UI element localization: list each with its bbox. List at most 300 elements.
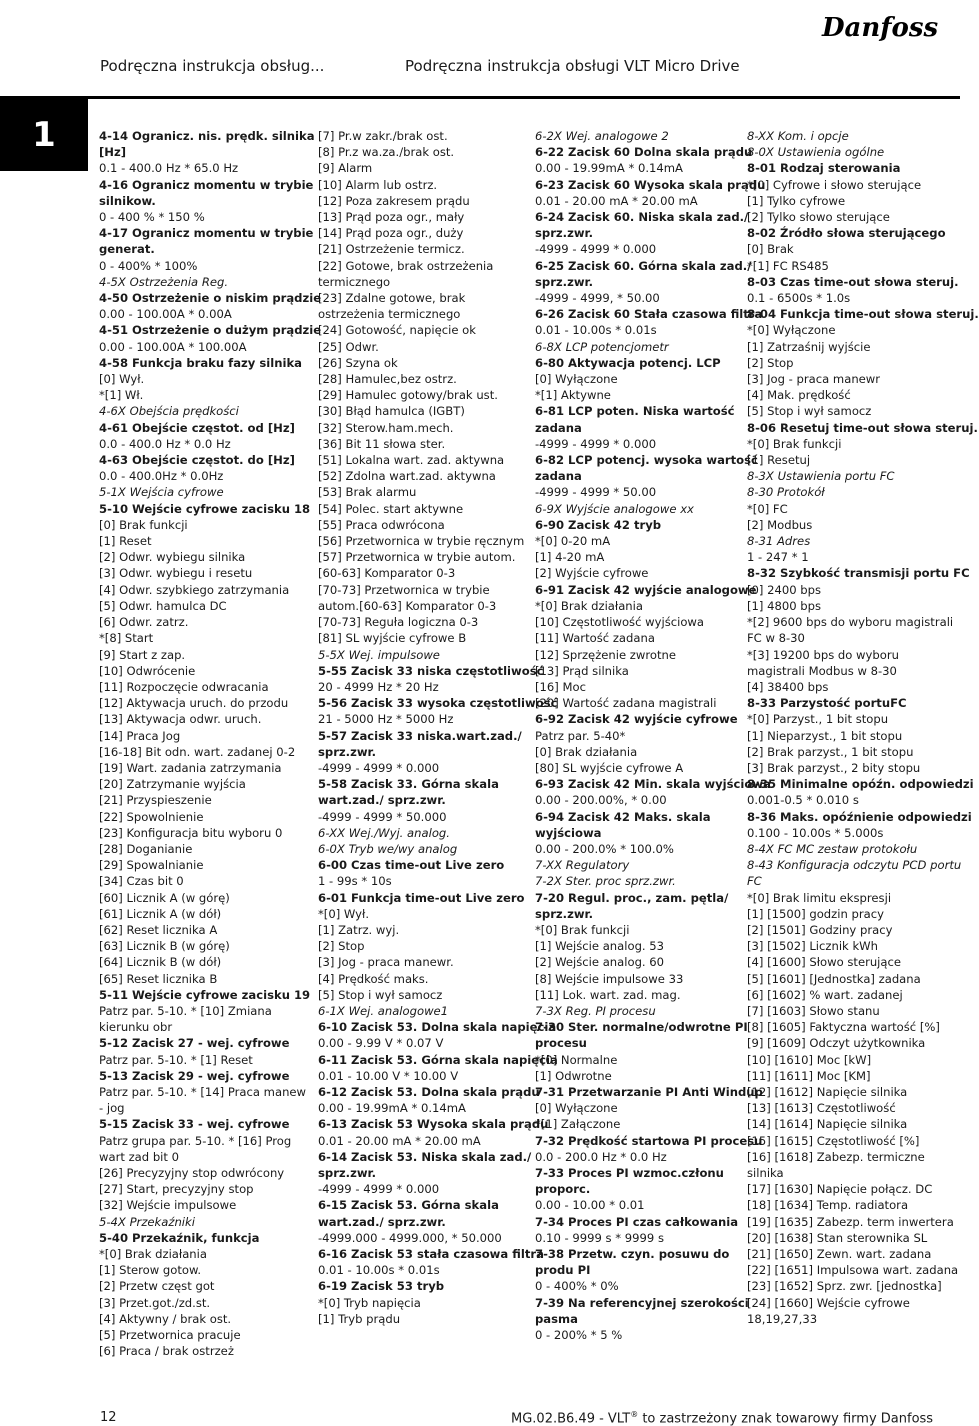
param-line: 6-24 Zacisk 60. Niska skala zad./ (535, 210, 749, 225)
param-line: [2] Wejście analog. 60 (535, 955, 665, 970)
param-line: [64] Licznik B (w dół) (99, 955, 222, 970)
param-line: [56] Przetwornica w trybie ręcznym (318, 534, 525, 549)
param-line: [27] Start, precyzyjny stop (99, 1182, 254, 1197)
param-line: 0.00 - 100.00A * 100.00A (99, 339, 247, 354)
param-line: [13] Prąd silnika (535, 663, 629, 678)
param-line: [36] Bit 11 słowa ster. (318, 436, 446, 451)
param-line: sprz.zwr. (535, 274, 593, 289)
param-line: [10] Alarm lub ostrz. (318, 177, 438, 192)
param-line: [1] Zatrz. wyj. (318, 922, 400, 937)
param-line: [1] Tryb prądu (318, 1311, 401, 1326)
param-line: 21 - 5000 Hz * 5000 Hz (318, 712, 454, 727)
column-3 (535, 128, 771, 1343)
param-line: 0.00 - 9.99 V * 0.07 V (318, 1036, 444, 1051)
param-line: 0 - 400% * 0% (535, 1279, 619, 1294)
param-line: [70-73] Reguła logiczna 0-3 (318, 615, 479, 630)
param-line: [65] Reset licznika B (99, 971, 218, 986)
param-line: 0.01 - 10.00 V * 10.00 V (318, 1068, 459, 1083)
param-line: [1] Nieparzyst., 1 bit stopu (747, 728, 903, 743)
param-line: 0.00 - 19.99mA * 0.14mA (318, 1101, 466, 1116)
param-line: autom.[60-63] Komparator 0-3 (318, 598, 497, 613)
param-line: [11] Lok. wart. zad. mag. (535, 987, 681, 1002)
param-line: [0] Brak (747, 242, 794, 257)
danfoss-logo (820, 8, 939, 48)
param-line: -4999 - 4999 * 50.000 (318, 809, 447, 824)
param-line: [19] [1635] Zabezp. term inwertera (747, 1214, 954, 1229)
param-line: 6-19 Zacisk 53 tryb (318, 1279, 445, 1294)
param-line: [10] Częstotliwość wyjściowa (535, 615, 705, 630)
param-line: zadana (535, 469, 582, 484)
param-line: [23] Zdalne gotowe, brak (318, 291, 466, 306)
param-line: sprz.zwr. (318, 1166, 376, 1180)
param-line: FC w 8-30 (747, 631, 805, 646)
param-line: Patrz par. 5-40* (535, 728, 626, 743)
param-line: 7-3X Reg. PI procesu (535, 1003, 656, 1018)
param-line: [2] Odwr. wybiegu silnika (99, 550, 246, 565)
param-line: [0] Wyłączone (535, 1101, 618, 1116)
param-line: [6] Odwr. zatrz. (99, 615, 189, 630)
param-line: 6-0X Tryb we/wy analog (318, 841, 458, 856)
param-line: [70-73] Przetwornica w trybie (318, 582, 490, 597)
header-right-title: Podręczna instrukcja obsługi VLT Micro Drive (405, 57, 740, 75)
param-line: 8-XX Kom. i opcje (747, 129, 849, 143)
param-line: 0.1 - 400.0 Hz * 65.0 Hz (99, 161, 239, 176)
param-line: [2] Tylko słowo sterujące (747, 210, 890, 225)
param-line: [2] Przetw częst got (99, 1279, 215, 1294)
param-line: [2] Wyjście cyfrowe (535, 566, 649, 581)
param-line: [14] Praca Jog (99, 728, 181, 743)
param-line: [54] Polec. start aktywne (318, 501, 464, 516)
svg-text:Danfoss: Danfoss (822, 13, 939, 43)
param-line: 6-8X LCP potencjometr (535, 339, 669, 354)
param-line: [8] [1605] Faktyczna wartość [%] (747, 1020, 940, 1035)
param-line: 6-01 Funkcja time-out Live zero (318, 890, 525, 905)
param-line: 8-35 Minimalne opóźn. odpowiedzi (747, 777, 974, 792)
param-line: [5] Przetwornica pracuje (99, 1328, 241, 1343)
param-line: [7] Pr.w zakr./brak ost. (318, 129, 448, 143)
param-line: 5-11 Wejście cyfrowe zacisku 19 (99, 987, 311, 1002)
param-line: 6-15 Zacisk 53. Górna skala (318, 1198, 499, 1213)
param-line: *[0] 0-20 mA (535, 534, 611, 549)
param-line: procesu (535, 1036, 587, 1051)
param-line: [6] Praca / brak ostrzeż (99, 1344, 234, 1359)
param-line: 0.01 - 10.00s * 0.01s (318, 1263, 440, 1278)
param-line: 6-26 Zacisk 60 Stała czasowa filtra (535, 307, 763, 322)
param-line: [9] Alarm (318, 161, 373, 176)
param-line: *[0] Brak funkcji (535, 922, 630, 937)
param-line: 4-50 Ostrzeżenie o niskim prądzie (99, 291, 322, 306)
param-line: 0.00 - 200.0% * 100.0% (535, 841, 674, 856)
param-line: 0.001-0.5 * 0.010 s (747, 793, 859, 808)
param-line: [2] Modbus (747, 517, 813, 532)
param-line: 6-80 Aktywacja potencj. LCP (535, 355, 721, 370)
param-line: [0] Brak działania (535, 744, 638, 759)
param-line: 6-25 Zacisk 60. Górna skala zad./ (535, 258, 752, 273)
param-line: [30] Błąd hamulca (IGBT) (318, 404, 465, 419)
param-line: [2] Stop (747, 355, 794, 370)
param-line: [25] Odwr. (318, 339, 379, 354)
param-line: 0 - 200% * 5 % (535, 1328, 623, 1343)
param-line: [62] Reset licznika A (99, 922, 218, 937)
param-line: [9] Start z zap. (99, 647, 186, 662)
param-line: -4999 - 4999 * 50.00 (535, 485, 657, 500)
param-line: - jog (99, 1101, 125, 1116)
param-line: 6-11 Zacisk 53. Górna skala napięcia (318, 1052, 558, 1067)
param-line: [4] Odwr. szybkiego zatrzymania (99, 582, 290, 597)
param-line: [22] Gotowe, brak ostrzeżenia (318, 258, 494, 273)
param-line: [14] [1614] Napięcie silnika (747, 1117, 908, 1132)
param-line: [18] [1634] Temp. radiatora (747, 1198, 909, 1213)
param-line: [81] SL wyjście cyfrowe B (318, 631, 467, 646)
param-line: *[3] 19200 bps do wyboru (747, 647, 899, 662)
param-line: 6-81 LCP poten. Niska wartość (535, 404, 735, 419)
param-line: 6-1X Wej. analogowe1 (318, 1003, 449, 1018)
param-line: 0.00 - 10.00 * 0.01 (535, 1198, 645, 1213)
param-line: 0.0 - 400.0 Hz * 0.0 Hz (99, 436, 231, 451)
header-divider (0, 96, 960, 99)
param-line: 0.0 - 200.0 Hz * 0.0 Hz (535, 1149, 667, 1164)
param-line: 8-0X Ustawienia ogólne (747, 145, 885, 160)
param-line: 6-13 Zacisk 53 Wysoka skala prądu (318, 1117, 549, 1132)
param-line: sprz.zwr. (535, 226, 593, 241)
param-line: 5-10 Wejście cyfrowe zacisku 18 (99, 501, 311, 516)
param-line: [12] Aktywacja uruch. do przodu (99, 696, 289, 711)
param-line: 4-17 Ogranicz momentu w trybie (99, 226, 314, 241)
column-2 (318, 128, 558, 1327)
param-line: [10] Odwrócenie (99, 663, 196, 678)
param-line: 0.0 - 400.0Hz * 0.0Hz (99, 469, 224, 484)
param-line: wart.zad./ sprz.zwr. (318, 793, 446, 808)
param-line: [63] Licznik B (w górę) (99, 939, 230, 954)
column-4 (747, 128, 979, 1327)
param-line: [11] [1611] Moc [KM] (747, 1068, 871, 1083)
param-line: generat. (99, 242, 155, 257)
param-line: 5-58 Zacisk 33. Górna skala (318, 777, 499, 792)
param-line: 7-XX Regulatory (535, 858, 630, 873)
param-line: 5-15 Zacisk 33 - wej. cyfrowe (99, 1117, 290, 1132)
param-line: wart zad bit 0 (99, 1149, 180, 1164)
footer-text (511, 1410, 933, 1426)
param-line: 6-94 Zacisk 42 Maks. skala (535, 809, 711, 824)
param-line: [5] [1601] [Jednostka] zadana (747, 971, 921, 986)
param-line: 8-01 Rodzaj sterowania (747, 161, 901, 176)
param-line: 1 - 247 * 1 (747, 550, 809, 565)
param-line: [26] Szyna ok (318, 355, 398, 370)
param-line: [55] Praca odwrócona (318, 517, 445, 532)
param-line: 5-1X Wejścia cyfrowe (99, 485, 224, 500)
param-line: 6-2X Wej. analogowe 2 (535, 129, 669, 143)
param-line: [15] [1615] Częstotliwość [%] (747, 1133, 920, 1148)
column-1 (99, 128, 321, 1359)
param-line: 5-40 Przekaźnik, funkcja (99, 1230, 260, 1245)
param-line: [22] Spowolnienie (99, 809, 204, 824)
param-line: wyjściowa (535, 825, 602, 840)
param-line: 6-00 Czas time-out Live zero (318, 858, 505, 873)
header-left-title: Podręczna instrukcja obsług... (100, 57, 325, 75)
param-line: Patrz par. 5-10. * [14] Praca manew (99, 1084, 307, 1099)
param-line: [23] Konfiguracja bitu wyboru 0 (99, 825, 283, 840)
param-line: 0.100 - 10.00s * 5.000s (747, 825, 884, 840)
param-line: [1] Sterow gotow. (99, 1263, 202, 1278)
param-line: -4999 - 4999 * 0.000 (318, 1182, 440, 1197)
param-line: [52] Zdolna wart.zad. aktywna (318, 469, 496, 484)
param-line: 6-90 Zacisk 42 tryb (535, 517, 662, 532)
param-line: produ PI (535, 1263, 591, 1278)
param-line: 6-23 Zacisk 60 Wysoka skala prądu (535, 177, 766, 192)
param-line: *[0] Wyłączone (747, 323, 836, 338)
param-line: [1] [1500] godzin pracy (747, 906, 884, 921)
param-line: [1] 4800 bps (747, 598, 822, 613)
param-line: 8-03 Czas time-out słowa steruj. (747, 274, 959, 289)
param-line: 4-5X Ostrzeżenia Reg. (99, 274, 229, 289)
param-line: [24] [1660] Wejście cyfrowe (747, 1295, 910, 1310)
param-line: [26] Precyzyjny stop odwrócony (99, 1166, 285, 1180)
param-line: [0] Wyłączone (535, 372, 618, 387)
param-line: 0.10 - 9999 s * 9999 s (535, 1230, 664, 1245)
param-line: [3] Brak parzyst., 2 bity stopu (747, 760, 921, 775)
param-line: magistrali Modbus w 8-30 (747, 663, 897, 678)
param-line: 0.01 - 10.00s * 0.01s (535, 323, 657, 338)
param-line: 8-36 Maks. opóźnienie odpowiedzi (747, 809, 972, 824)
param-line: 6-12 Zacisk 53. Dolna skala prądu (318, 1084, 540, 1099)
param-line: 6-92 Zacisk 42 wyjście cyfrowe (535, 712, 738, 727)
param-line: *[0] FC (747, 501, 788, 516)
param-line: [80] SL wyjście cyfrowe A (535, 760, 684, 775)
param-line: 7-38 Przetw. czyn. posuwu do (535, 1247, 730, 1262)
param-line: 6-XX Wej./Wyj. analog. (318, 825, 450, 840)
param-line: 8-4X FC MC zestaw protokołu (747, 841, 918, 856)
param-line: 6-82 LCP potencj. wysoka wartość (535, 453, 758, 468)
param-line: -4999 - 4999 * 0.000 (535, 242, 657, 257)
param-line: Patrz par. 5-10. * [10] Zmiana (99, 1003, 272, 1018)
param-line: silnika (747, 1166, 784, 1180)
param-line: *[1] Wł. (99, 388, 144, 403)
param-line: [8] Pr.z wa.za./brak ost. (318, 145, 455, 160)
param-line: ostrzeżenia termicznego (318, 307, 461, 322)
param-line: 6-16 Zacisk 53 stała czasowa filtra (318, 1247, 544, 1262)
param-line: 6-10 Zacisk 53. Dolna skala napięcia (318, 1020, 557, 1035)
param-line: [11] Rozpoczęcie odwracania (99, 679, 269, 694)
param-line: [13] [1613] Częstotliwość (747, 1101, 896, 1116)
param-line: [21] [1650] Zewn. wart. zadana (747, 1247, 932, 1262)
param-line: [61] Licznik A (w dół) (99, 906, 222, 921)
param-line: [1] 4-20 mA (535, 550, 605, 565)
param-line: [3] Odwr. wybiegu i resetu (99, 566, 253, 581)
param-line: [23] [1652] Sprz. zwr. [jednostka] (747, 1279, 942, 1294)
param-line: [12] Poza zakresem prądu (318, 193, 470, 208)
param-line: kierunku obr (99, 1020, 173, 1035)
param-line: [29] Spowalnianie (99, 858, 204, 873)
param-line: [5] Stop i wył samocz (318, 987, 443, 1002)
param-line: [0] Brak funkcji (99, 517, 188, 532)
param-line: 0.1 - 6500s * 1.0s (747, 291, 851, 306)
param-line: [4] Prędkość maks. (318, 971, 429, 986)
param-line: 7-2X Ster. proc sprz.zwr. (535, 874, 676, 889)
param-line: *[0] Normalne (535, 1052, 618, 1067)
param-line: [4] Aktywny / brak ost. (99, 1311, 232, 1326)
param-line: Patrz grupa par. 5-10. * [16] Prog (99, 1133, 292, 1148)
param-line: 0.00 - 200.00%, * 0.00 (535, 793, 667, 808)
param-line: *[0] Parzyst., 1 bit stopu (747, 712, 889, 727)
param-line: 8-06 Resetuj time-out słowa steruj. (747, 420, 978, 435)
param-line: 1 - 99s * 10s (318, 874, 392, 889)
param-line: [3] Przet.got./zd.st. (99, 1295, 211, 1310)
param-line: *[0] Cyfrowe i słowo sterujące (747, 177, 922, 192)
param-line: [1] Resetuj (747, 453, 811, 468)
param-line: 7-20 Regul. proc., zam. pętla/ (535, 890, 729, 905)
param-line: zadana (535, 420, 582, 435)
param-line: [53] Brak alarmu (318, 485, 417, 500)
param-line: 4-51 Ostrzeżenie o dużym prądzie (99, 323, 322, 338)
param-line: [16] [1618] Zabezp. termiczne (747, 1149, 925, 1164)
param-line: 7-39 Na referencyjnej szerokości (535, 1295, 749, 1310)
param-line: 8-3X Ustawienia portu FC (747, 469, 895, 484)
param-line: [Hz] (99, 145, 127, 160)
param-line: 4-16 Ogranicz momentu w trybie (99, 177, 314, 192)
param-line: 0 - 400 % * 150 % (99, 210, 205, 225)
param-line: [32] Sterow.ham.mech. (318, 420, 454, 435)
param-line: [22] [1651] Impulsowa wart. zadana (747, 1263, 959, 1278)
param-line: 5-13 Zacisk 29 - wej. cyfrowe (99, 1068, 290, 1083)
param-line: [0] 2400 bps (747, 582, 822, 597)
param-line: [11] Wartość zadana (535, 631, 655, 646)
param-line: FC (747, 874, 762, 889)
param-line: [21] Ostrzeżenie termicz. (318, 242, 465, 257)
param-line: [34] Czas bit 0 (99, 874, 184, 889)
param-line: 7-33 Proces PI wzmoc.członu (535, 1166, 724, 1180)
param-line: [57] Przetwornica w trybie autom. (318, 550, 516, 565)
param-line: 0.00 - 100.00A * 0.00A (99, 307, 232, 322)
param-line: 4-63 Obejście częstot. do [Hz] (99, 453, 295, 468)
param-line: [4] Mak. prędkość (747, 388, 851, 403)
param-line: *[0] Brak limitu ekspresji (747, 890, 892, 905)
param-line: [21] Przyspieszenie (99, 793, 212, 808)
page-header (0, 0, 960, 96)
param-line: [28] Hamulec,bez ostrz. (318, 372, 457, 387)
param-line: [1] Odwrotne (535, 1068, 612, 1083)
param-line: 4-61 Obejście częstot. od [Hz] (99, 420, 295, 435)
param-line: wart.zad./ sprz.zwr. (318, 1214, 446, 1229)
param-line: [5] Odwr. hamulca DC (99, 598, 227, 613)
param-line: [1] Reset (99, 534, 152, 549)
param-line: [20] Wartość zadana magistrali (535, 696, 717, 711)
footer-trademark: to zastrzeżony znak towarowy firmy Danfoss (638, 1411, 934, 1426)
param-line: *[0] Brak funkcji (747, 436, 842, 451)
param-line: [14] Prąd poza ogr., duży (318, 226, 464, 241)
param-line: [17] [1630] Napięcie połącz. DC (747, 1182, 933, 1197)
param-line: Patrz par. 5-10. * [1] Reset (99, 1052, 253, 1067)
param-line: [3] Jog - praca manewr (747, 372, 881, 387)
param-line: [13] Aktywacja odwr. uruch. (99, 712, 262, 727)
param-line: [9] [1609] Odczyt użytkownika (747, 1036, 926, 1051)
param-line: [6] [1602] % wart. zadanej (747, 987, 903, 1002)
param-line: [7] [1603] Słowo stanu (747, 1003, 880, 1018)
param-line: [24] Gotowość, napięcie ok (318, 323, 476, 338)
param-line: 7-30 Ster. normalne/odwrotne PI (535, 1020, 748, 1035)
param-line: 5-4X Przekaźniki (99, 1214, 195, 1229)
page-number: 12 (100, 1410, 117, 1425)
param-line: 5-56 Zacisk 33 wysoka częstotliwość (318, 696, 558, 711)
param-line: [2] Stop (318, 939, 365, 954)
param-line: *[1] FC RS485 (747, 258, 829, 273)
param-line: 5-5X Wej. impulsowe (318, 647, 440, 662)
param-line: [60] Licznik A (w górę) (99, 890, 230, 905)
param-line: [8] Wejście impulsowe 33 (535, 971, 684, 986)
param-line: 7-34 Proces PI czas całkowania (535, 1214, 739, 1229)
param-line: 0.01 - 20.00 mA * 20.00 mA (535, 193, 698, 208)
param-line: 0 - 400% * 100% (99, 258, 198, 273)
param-line: 6-91 Zacisk 42 wyjście analogowe (535, 582, 757, 597)
param-line: 8-33 Parzystość portuFC (747, 696, 907, 711)
param-line: [12] [1612] Napięcie silnika (747, 1084, 908, 1099)
param-line: *[2] 9600 bps do wyboru magistrali (747, 615, 954, 630)
param-line: sprz.zwr. (318, 744, 376, 759)
param-line: termicznego (318, 274, 391, 289)
param-line: [29] Hamulec gotowy/brak ust. (318, 388, 498, 403)
param-line: 4-58 Funkcja braku fazy silnika (99, 355, 302, 370)
param-line: 6-22 Zacisk 60 Dolna skala prądu (535, 145, 753, 160)
param-line: [60-63] Komparator 0-3 (318, 566, 456, 581)
param-line: [20] [1638] Stan sterownika SL (747, 1230, 928, 1245)
param-line: *[0] Tryb napięcia (318, 1295, 421, 1310)
param-line: 18,19,27,33 (747, 1311, 818, 1326)
param-line: 8-32 Szybkość transmisji portu FC (747, 566, 970, 581)
param-line: 6-93 Zacisk 42 Min. skala wyjściowa (535, 777, 771, 792)
param-line: [2] [1501] Godziny pracy (747, 922, 893, 937)
param-line: [13] Prąd poza ogr., mały (318, 210, 465, 225)
param-line: 8-04 Funkcja time-out słowa steruj. (747, 307, 979, 322)
param-line: [19] Wart. zadania zatrzymania (99, 760, 282, 775)
param-line: *[1] Aktywne (535, 388, 611, 403)
param-line: [0] Wył. (99, 372, 145, 387)
param-line: [1] Zatrzaśnij wyjście (747, 339, 871, 354)
param-line: *[0] Brak działania (535, 598, 643, 613)
param-line: [4] [1600] Słowo sterujące (747, 955, 902, 970)
param-line: proporc. (535, 1182, 591, 1197)
param-line: [1] Tylko cyfrowe (747, 193, 846, 208)
param-line: *[1] Załączone (535, 1117, 621, 1132)
param-line: 8-02 Źródło słowa sterującego (747, 226, 946, 241)
param-line: 0.00 - 19.99mA * 0.14mA (535, 161, 683, 176)
param-line: 4-14 Ogranicz. nis. prędk. silnika (99, 129, 315, 143)
param-line: [16] Moc (535, 679, 586, 694)
param-line: [51] Lokalna wart. zad. aktywna (318, 453, 505, 468)
param-line: 8-43 Konfiguracja odczytu PCD portu (747, 858, 962, 873)
param-line: -4999 - 4999, * 50.00 (535, 291, 660, 306)
param-line: [12] Sprzężenie zwrotne (535, 647, 676, 662)
param-line: silnikow. (99, 193, 156, 208)
chapter-tab: 1 (0, 99, 88, 171)
param-line: 6-14 Zacisk 53. Niska skala zad./ (318, 1149, 532, 1164)
footer-doc-code: MG.02.B6.49 - VLT (511, 1411, 631, 1426)
param-line: -4999 - 4999 * 0.000 (318, 760, 440, 775)
param-line: 4-6X Obejścia prędkości (99, 404, 239, 419)
param-line: [3] Jog - praca manewr. (318, 955, 454, 970)
param-line: -4999 - 4999 * 0.000 (535, 436, 657, 451)
param-line: [3] [1502] Licznik kWh (747, 939, 878, 954)
param-line: -4999.000 - 4999.000, * 50.000 (318, 1230, 502, 1245)
param-line: [10] [1610] Moc [kW] (747, 1052, 872, 1067)
param-line: 0.01 - 20.00 mA * 20.00 mA (318, 1133, 481, 1148)
param-line: [1] Wejście analog. 53 (535, 939, 665, 954)
param-line: [20] Zatrzymanie wyjścia (99, 777, 246, 792)
param-line: [2] Brak parzyst., 1 bit stopu (747, 744, 914, 759)
registered-mark: ® (630, 1410, 639, 1419)
param-line: [16-18] Bit odn. wart. zadanej 0-2 (99, 744, 296, 759)
param-line: 5-12 Zacisk 27 - wej. cyfrowe (99, 1036, 290, 1051)
param-line: 8-30 Protokół (747, 485, 825, 500)
param-line: 7-32 Prędkość startowa PI procesu (535, 1133, 763, 1148)
